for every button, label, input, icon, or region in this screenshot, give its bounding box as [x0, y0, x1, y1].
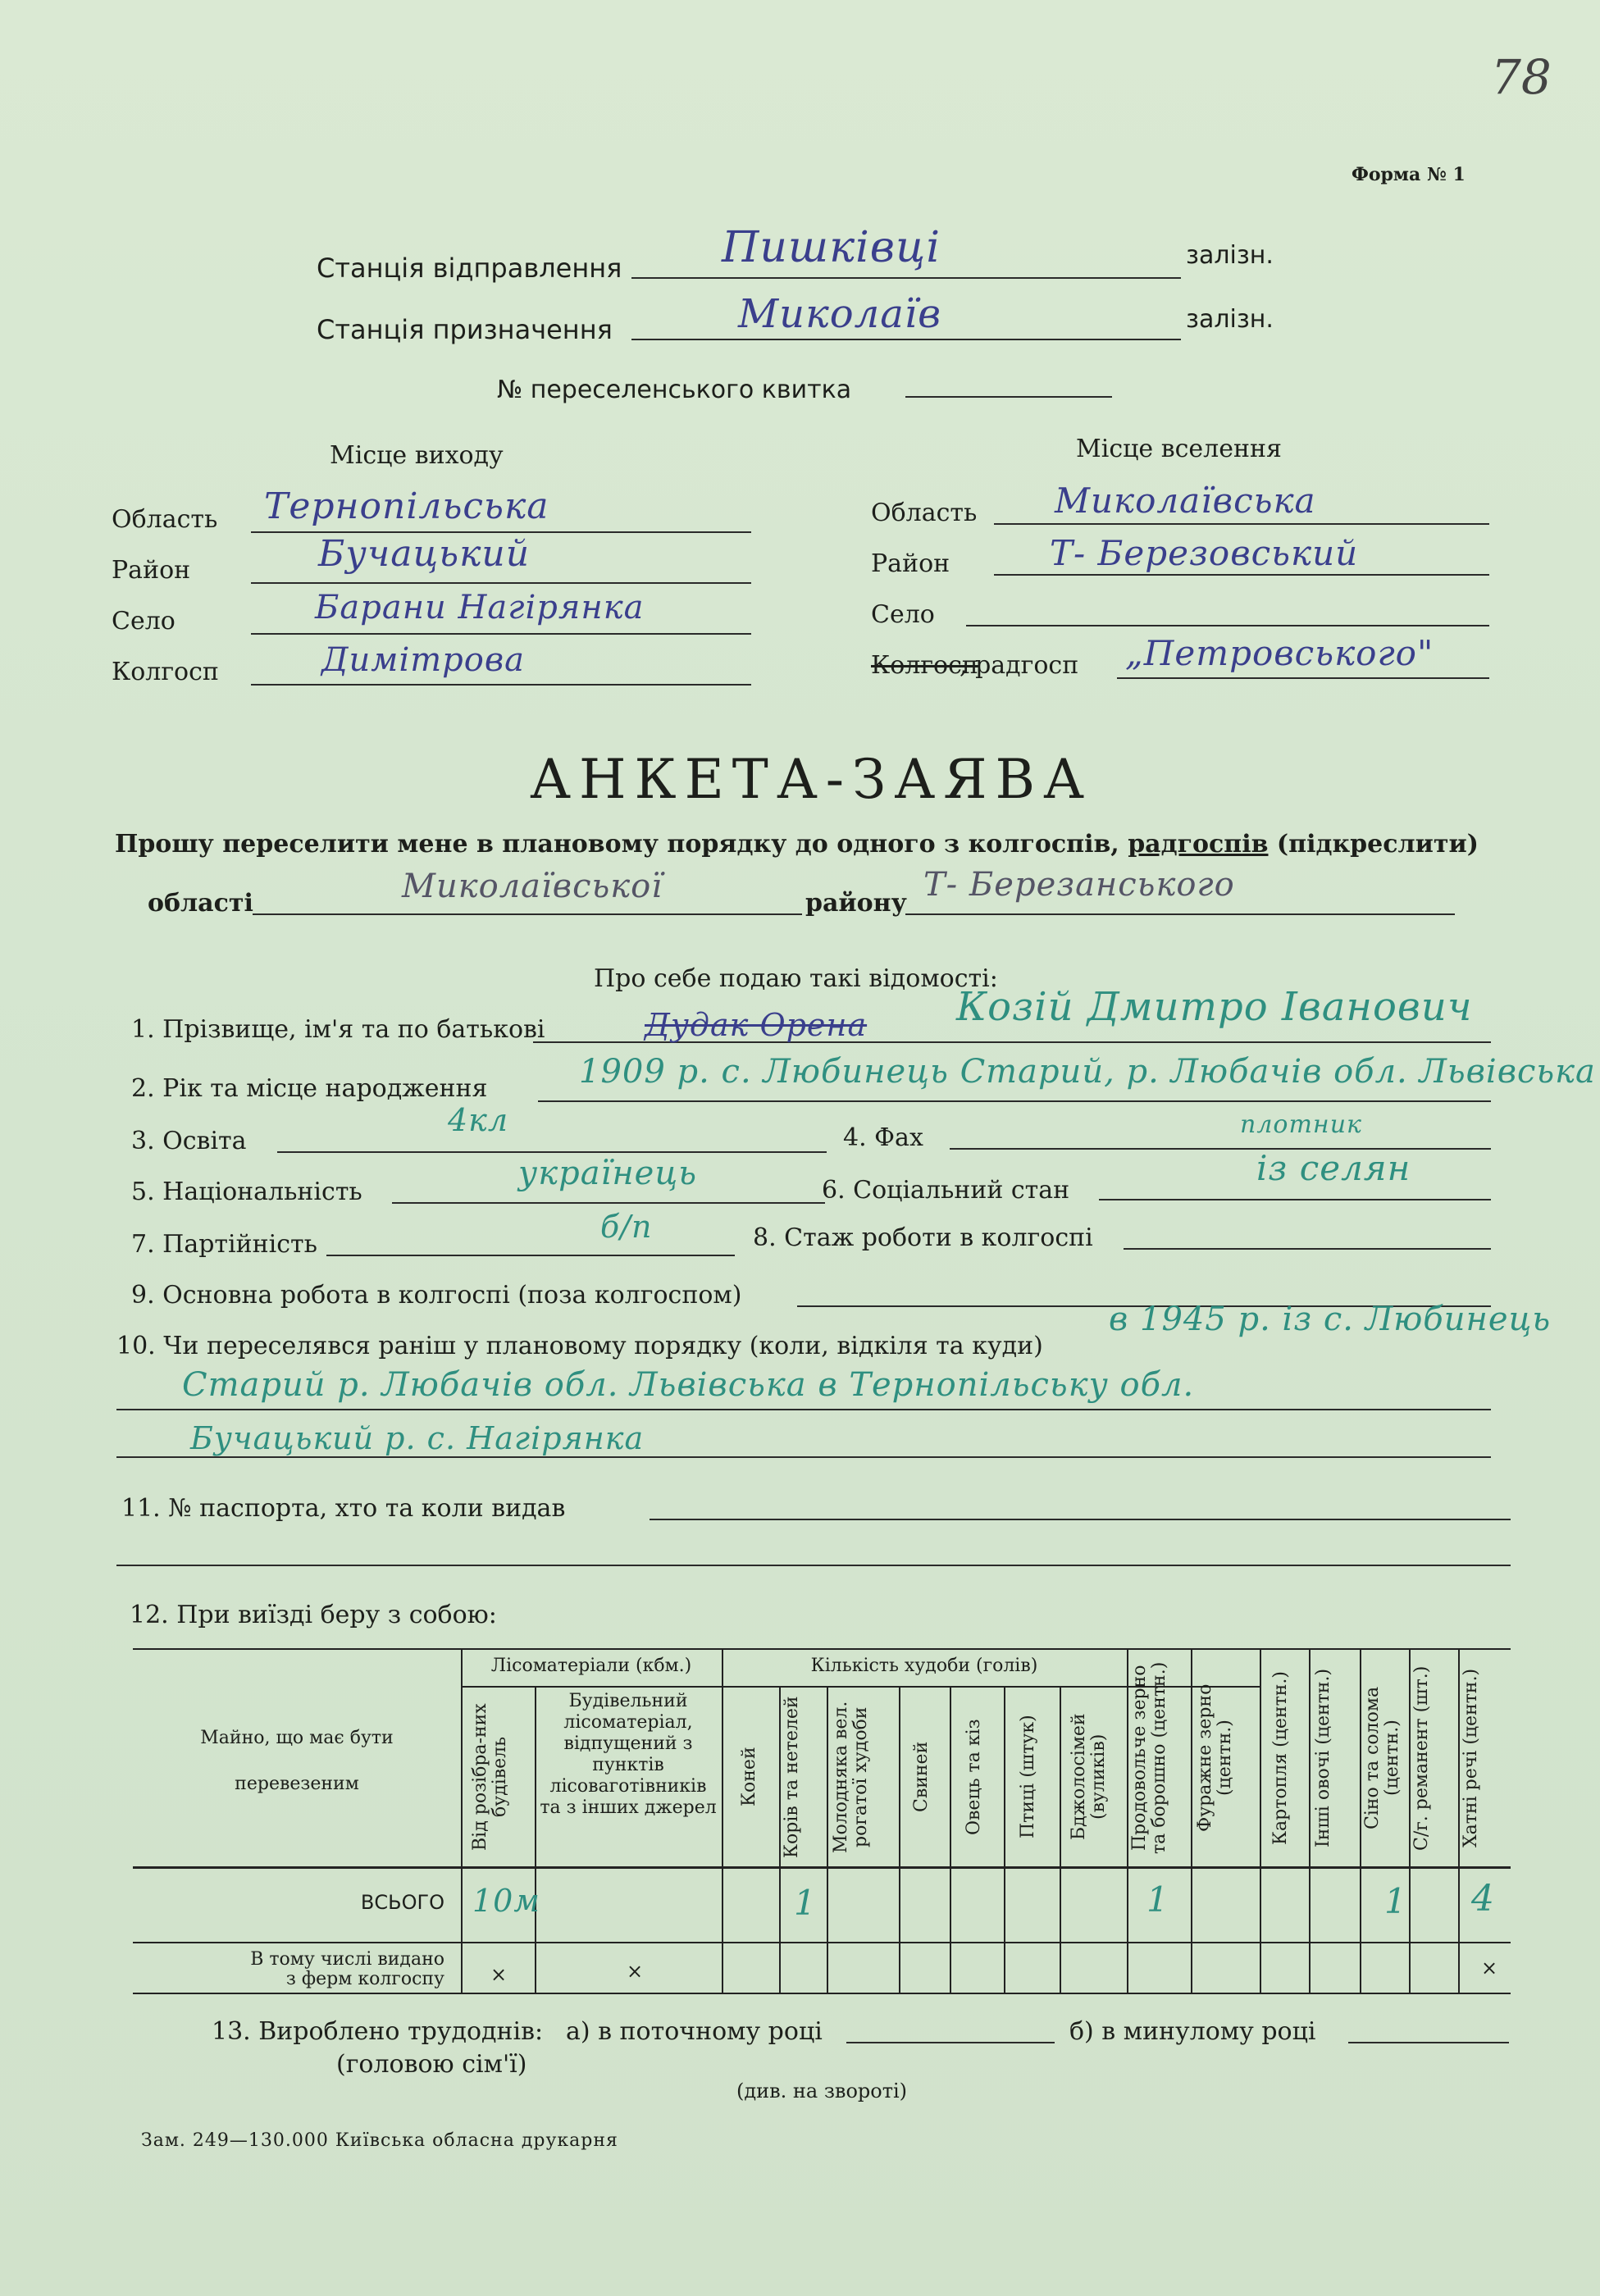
q13-current-year-line [846, 2042, 1055, 2043]
luggage-table [133, 1648, 1511, 1993]
request-raion-line [905, 913, 1455, 915]
col-divider-14 [1360, 1648, 1361, 1993]
q6-label: 6. Соціальний стан [822, 1176, 1070, 1205]
col-divider-10 [1127, 1648, 1128, 1993]
q13-last-year-label: б) в минулому році [1069, 2017, 1316, 2046]
q13-last-year-line [1348, 2042, 1509, 2043]
col-household-header: Хатні речі (центн.) [1461, 1668, 1481, 1848]
q11-label: 11. № паспорта, хто та коли видав [121, 1494, 566, 1523]
destination-station-value: Миколаїв [738, 291, 942, 337]
print-info: Зам. 249—130.000 Київська обласна друкарня [141, 2130, 618, 2151]
farm-building-timber: × [627, 1960, 644, 1983]
q1-value-struck: Дудак Орена [645, 1007, 868, 1043]
col-hay-header: Сіно та солома (центн.) [1362, 1686, 1402, 1830]
col-dismantled-header: Від розібра-них будівель [470, 1703, 510, 1851]
origin-kolhosp-value: Димітрова [321, 641, 525, 679]
total-cows: 1 [794, 1883, 817, 1923]
total-household: 4 [1471, 1878, 1495, 1920]
document-title: АНКЕТА-ЗАЯВА [530, 748, 1092, 811]
q5-label: 5. Національність [131, 1178, 362, 1206]
farm-household: × [1481, 1957, 1498, 1979]
col-bees-header: Бджолосімей (вуликів) [1069, 1713, 1109, 1841]
q10-line-2 [116, 1409, 1491, 1410]
destination-oblast-label: Область [871, 499, 978, 527]
q13-current-year-label: а) в поточному році [566, 2017, 823, 2046]
origin-raion-label: Район [112, 556, 191, 585]
q10-value-line3: Бучацький р. с. Нагірянка [190, 1420, 645, 1456]
table-bottom-border [133, 1993, 1511, 1994]
col-divider-7 [950, 1686, 951, 1993]
destination-radhosp-line [1117, 677, 1489, 679]
origin-selo-label: Село [112, 607, 175, 636]
destination-raion-line [994, 574, 1489, 576]
destination-heading: Місце вселення [1076, 435, 1282, 463]
origin-heading: Місце виходу [330, 441, 504, 470]
q1-value: Козій Дмитро Іванович [956, 984, 1473, 1030]
q10-label: 10. Чи переселявся раніш у плановому порядку (коли, відкіля та куди) [116, 1332, 1043, 1360]
q6-value: із селян [1256, 1148, 1411, 1188]
departure-station-value: Пишківці [722, 223, 941, 272]
request-oblast-value: Миколаївської [402, 868, 663, 905]
col-vegetables-header: Інші овочі (центн.) [1313, 1668, 1333, 1848]
destination-radhosp-value: „Петровського" [1125, 633, 1434, 673]
origin-raion-value: Бучацький [318, 533, 531, 575]
request-oblast-line [253, 913, 802, 915]
farm-dismantled: × [490, 1963, 508, 1986]
row-farm-label [182, 1950, 444, 1989]
origin-oblast-label: Область [112, 505, 218, 534]
destination-station-label: Станція призначення [317, 314, 613, 345]
q6-line [1099, 1199, 1491, 1200]
destination-station-line [631, 339, 1181, 340]
q7-line [326, 1255, 735, 1256]
destination-selo-label: Село [871, 600, 935, 629]
destination-selo-line [966, 625, 1489, 626]
q8-label: 8. Стаж роботи в колгоспі [753, 1223, 1093, 1252]
rail-suffix-departure: залізн. [1186, 241, 1274, 270]
ticket-number-label: № переселенського квитка [497, 376, 852, 404]
request-text-end: (підкреслити) [1268, 830, 1479, 859]
q7-value: б/п [600, 1209, 653, 1245]
row-total-label: ВСЬОГО [360, 1891, 444, 1914]
col-pigs-header: Свиней [911, 1741, 932, 1813]
page-number: 78 [1491, 49, 1552, 105]
total-dismantled: 10м [472, 1883, 540, 1919]
see-reverse-note: (див. на звороті) [736, 2080, 908, 2102]
q5-value: українець [518, 1155, 698, 1192]
origin-kolhosp-line [251, 684, 751, 686]
col-divider-6 [899, 1686, 900, 1993]
col-divider-1 [461, 1648, 463, 1993]
col-food-grain-header: Продовольче зерно та борошно (центн.) [1129, 1661, 1169, 1855]
destination-radhosp-label: , радгосп [960, 651, 1079, 680]
q3-label: 3. Освіта [131, 1127, 247, 1155]
total-hay: 1 [1384, 1881, 1407, 1921]
q1-label: 1. Прізвище, ім'я та по батькові [131, 1015, 545, 1044]
table-row-divider [133, 1942, 1511, 1943]
intro-text: Про себе подаю такі відомості: [594, 964, 998, 993]
request-raion-label: району [805, 889, 907, 918]
q2-label: 2. Рік та місце народження [131, 1074, 488, 1103]
destination-raion-label: Район [871, 549, 950, 578]
col-divider-9 [1060, 1686, 1061, 1993]
destination-raion-value: Т- Березовський [1050, 533, 1359, 573]
col-divider-8 [1004, 1686, 1005, 1993]
q3-value: 4кл [448, 1102, 509, 1138]
col-cows-header: Корів та нетелей [782, 1696, 802, 1858]
q4-value: плотник [1240, 1110, 1362, 1139]
group-livestock-header: Кількість худоби (голів) [810, 1656, 1038, 1676]
q11-line-2 [116, 1565, 1511, 1566]
destination-oblast-line [994, 523, 1489, 525]
col-divider-2 [535, 1686, 536, 1993]
q2-line [538, 1100, 1491, 1102]
rail-suffix-destination: залізн. [1186, 305, 1274, 334]
destination-oblast-value: Миколаївська [1055, 481, 1316, 521]
q13-label: 13. Вироблено трудоднів: [212, 2017, 544, 2046]
total-food-grain: 1 [1146, 1879, 1169, 1920]
q4-label: 4. Фах [843, 1123, 923, 1152]
q3-line [277, 1151, 827, 1153]
q12-label: 12. При виїзді беру з собою: [130, 1601, 497, 1629]
col-building-timber-header: Будівельний лісоматеріал, відпущений з пунктів лісоваготівників та з інших джерел [540, 1691, 717, 1818]
origin-raion-line [251, 582, 751, 584]
row-farm-label-line1: В тому числі видано [250, 1949, 444, 1970]
table-top-border [133, 1648, 1511, 1650]
request-raion-value: Т- Березанського [923, 866, 1235, 904]
form-number: Форма № 1 [1352, 164, 1466, 185]
col-divider-16 [1458, 1648, 1460, 1993]
origin-oblast-value: Тернопільська [264, 485, 549, 527]
row-farm-label-line2: з ферм колгоспу [285, 1969, 444, 1989]
origin-kolhosp-label: Колгосп [112, 658, 219, 686]
group-timber-header: Лісоматеріали (кбм.) [490, 1656, 692, 1676]
request-underlined: радгоспів [1128, 830, 1269, 859]
q5-line [392, 1202, 825, 1204]
q10-value-line1: в 1945 р. із с. Любинець [1109, 1301, 1552, 1338]
col-property-header: Майно, що має бути перевезеним [200, 1728, 394, 1794]
request-text [115, 830, 1479, 859]
origin-selo-value: Барани Нагірянка [315, 589, 645, 626]
col-divider-11 [1191, 1648, 1192, 1993]
col-poultry-header: Птиці (штук) [1018, 1715, 1038, 1839]
col-horses-header: Коней [739, 1747, 759, 1807]
table-header-bottom [133, 1866, 1511, 1869]
q13-subnote: (головою сім'ї) [336, 2050, 527, 2079]
q7-label: 7. Партійність [131, 1230, 317, 1259]
destination-kolhosp-label: Колгосп [871, 651, 978, 680]
col-divider-5 [827, 1686, 828, 1993]
col-fodder-grain-header: Фуражне зерно (центн.) [1195, 1683, 1235, 1833]
departure-station-label: Станція відправлення [317, 253, 622, 284]
col-divider-12 [1260, 1648, 1261, 1993]
ticket-number-line [905, 396, 1112, 398]
col-divider-13 [1309, 1648, 1311, 1993]
origin-selo-line [251, 633, 751, 635]
q2-value: 1909 р. с. Любинець Старий, р. Любачів обл. Львівська [579, 1053, 1596, 1091]
col-divider-4 [779, 1686, 781, 1993]
q11-line-1 [650, 1519, 1511, 1520]
col-potatoes-header: Картопля (центн.) [1270, 1671, 1291, 1845]
col-young-cattle-header: Молодняка вел. рогатої худоби [831, 1701, 871, 1853]
q9-label: 9. Основна робота в колгоспі (поза колгоспом) [131, 1281, 742, 1310]
q10-value-line2: Старий р. Любачів обл. Львівська в Тернопільську обл. [182, 1366, 1195, 1404]
col-inventory-header: С/г. реманент (шт.) [1411, 1665, 1432, 1851]
departure-station-line [631, 277, 1181, 279]
col-divider-3 [722, 1648, 723, 1993]
request-oblast-label: області [148, 889, 253, 918]
request-text-start: Прошу переселити мене в плановому порядку до одного з колгоспів, [115, 830, 1128, 859]
q8-line [1124, 1248, 1491, 1250]
col-divider-15 [1409, 1648, 1411, 1993]
q10-line-3 [116, 1456, 1491, 1458]
col-sheep-header: Овець та кіз [964, 1719, 984, 1835]
